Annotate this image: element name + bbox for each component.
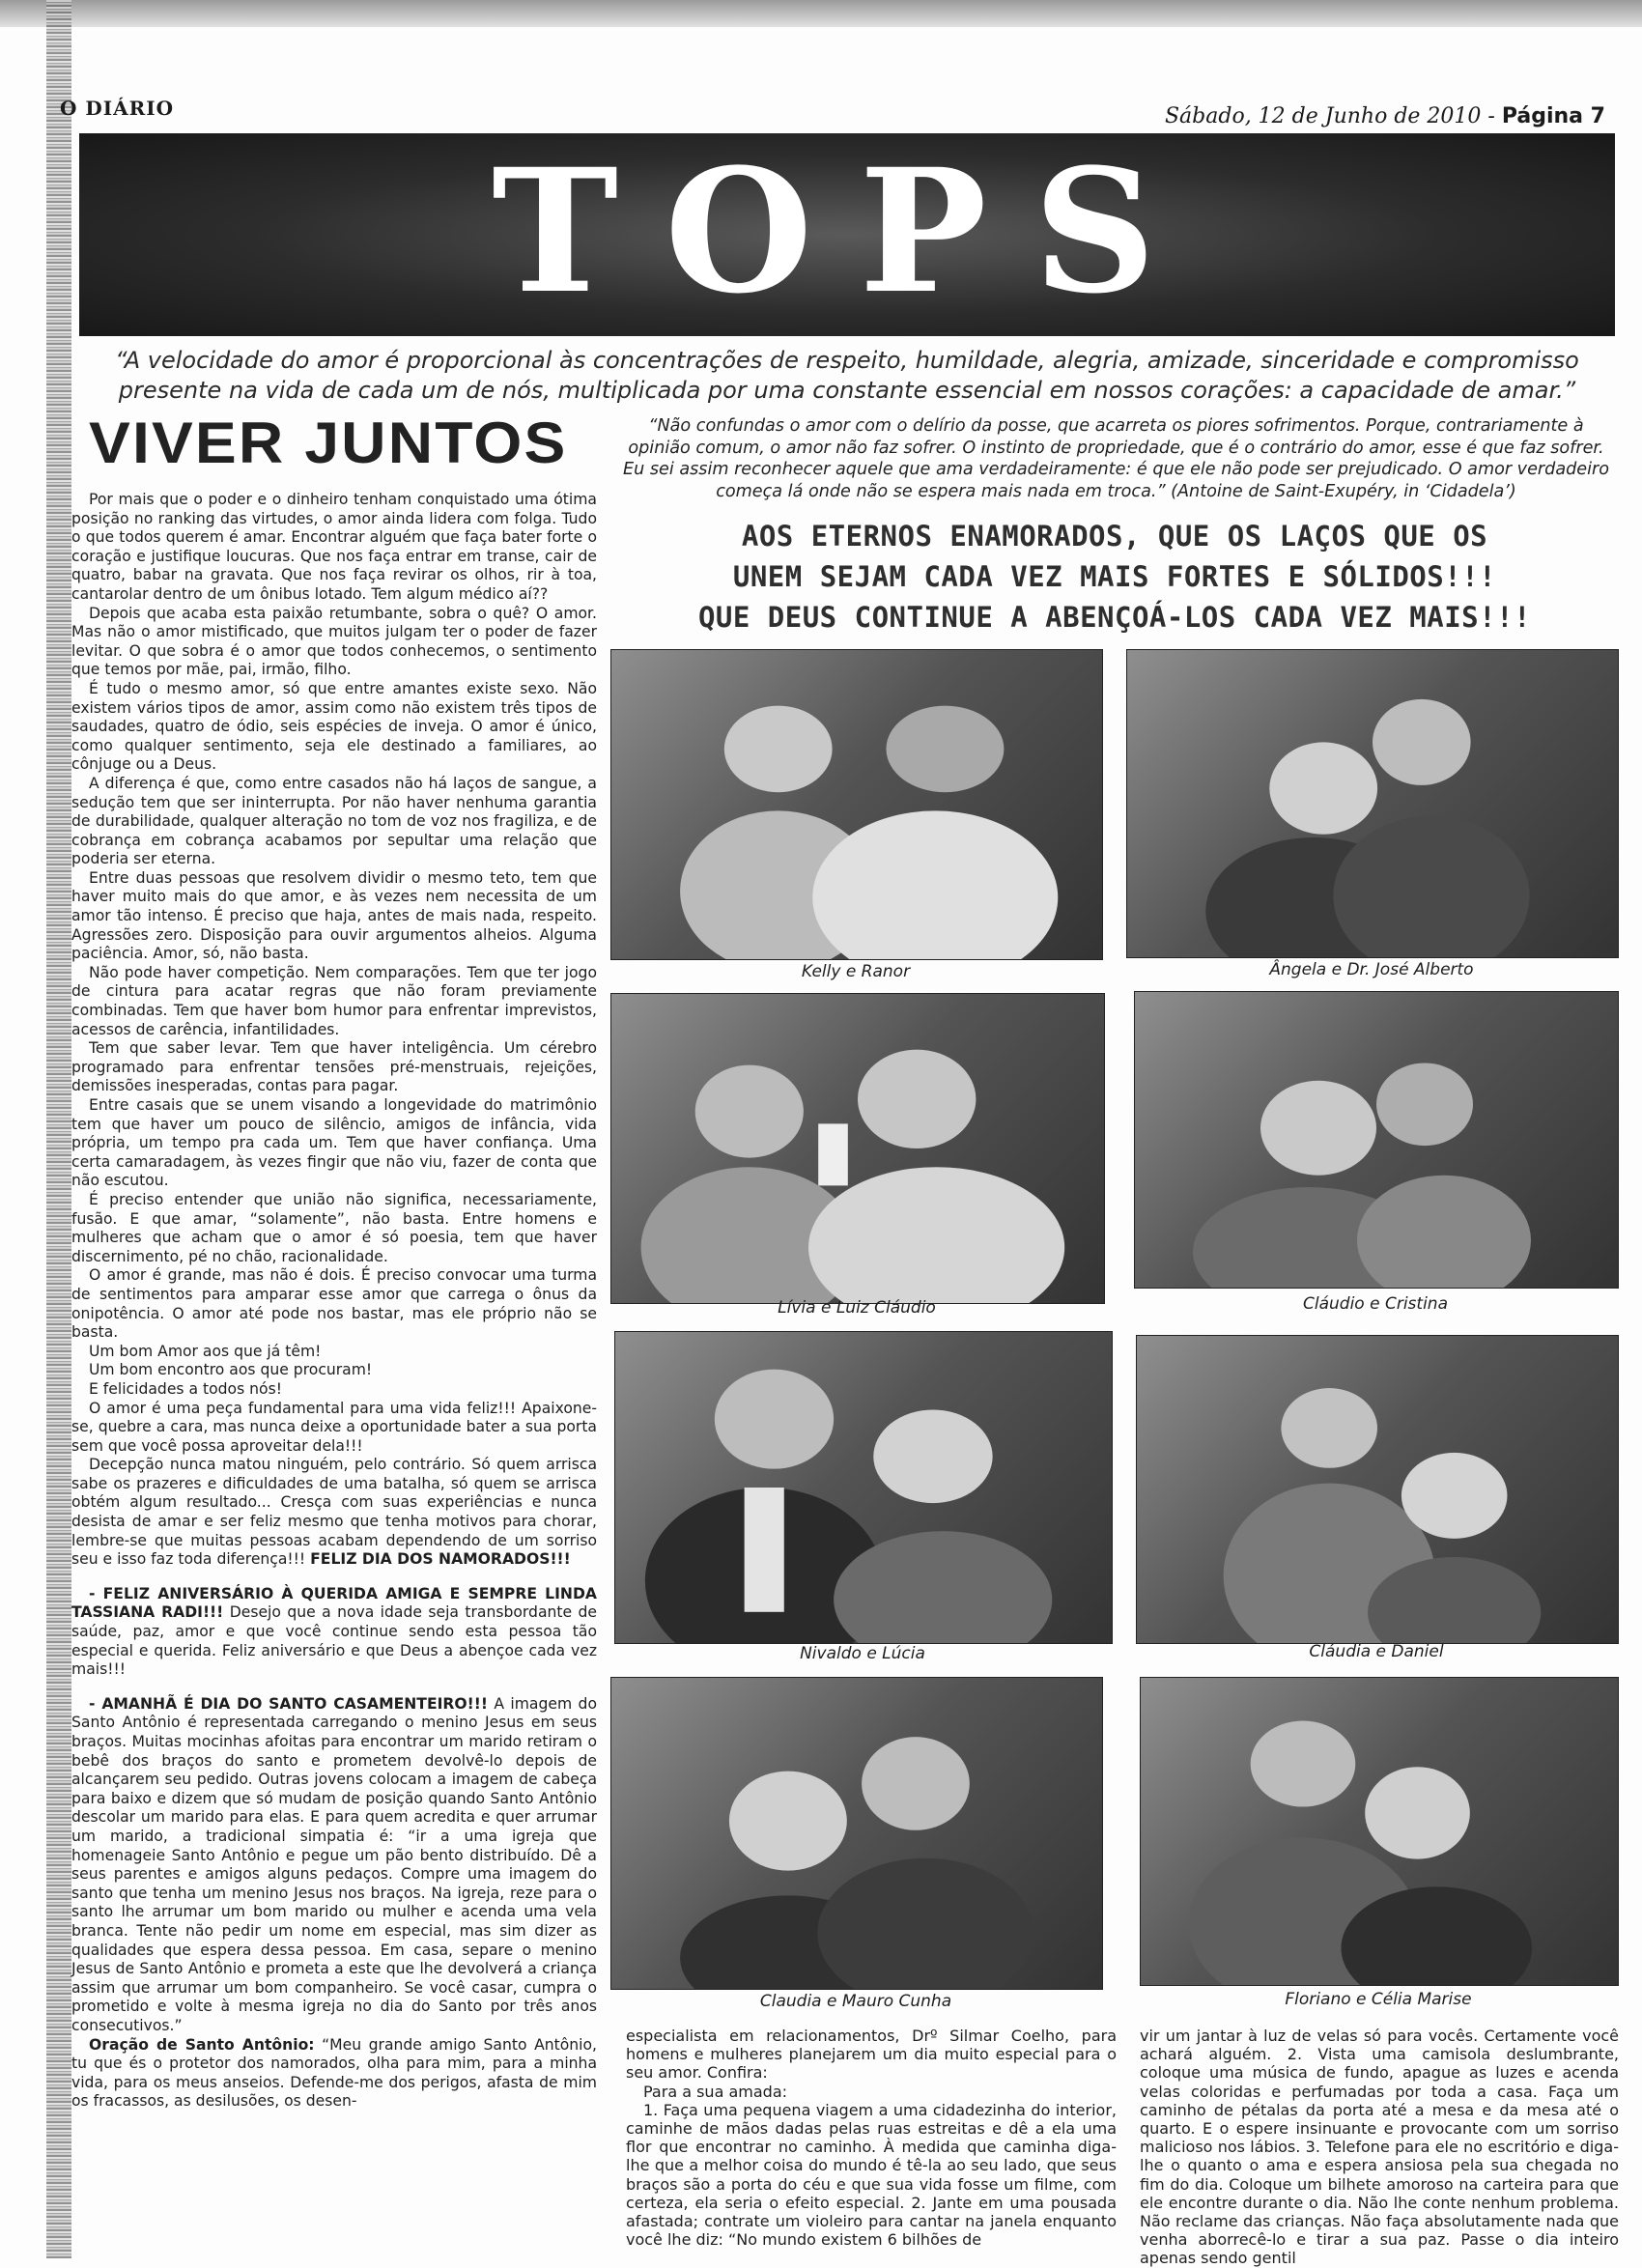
article-paragraph: Depois que acaba esta paixão retumbante, sobra o quê? O amor. Mas não o amor mistificado, que muitos julgam ter o poder de fazer levitar. O que sobra é o amor que todos conhecemos, o sentimento que temos por mãe, pai, irmão, filho. [71,604,597,679]
couple-photo [1134,991,1619,1289]
article-paragraph: É preciso entender que união não significa, necessariamente, fusão. E que amar, “solamente”, não basta. Entre homens e mulheres que acham que o amor é só poesia, tem que haver discernimento, pé no chão, racionalidade. [71,1190,597,1265]
couple-photo [1126,649,1619,958]
couple-photo [610,649,1103,960]
photo-caption: Cláudio e Cristina [1303,1294,1448,1314]
top-quote: “A velocidade do amor é proporcional às concentrações de respeito, humildade, alegria, amizade, sinceridade e compromisso presente na vida de cada um de nós, multiplicada por uma constante essencial em nossos corações: a capacidade de amar.” [115,347,1579,404]
birthday-heading: - FELIZ ANIVERSÁRIO À QUERIDA AMIGA E SEMPRE LINDA TASSIANA RADI!!! [71,1584,597,1622]
article-paragraph-last [71,1456,597,1570]
article-paragraph: A diferença é que, como entre casados não há laços de sangue, a sedução tem que ser ininterrupta. Por não haver nenhuma garantia de durabilidade, qualquer alteração no tom de voz nos fragiliza, e de cobrança em cobrança acabamos por sepultar uma relação que poderia ser eterna. [71,774,597,868]
oracao-note [71,2036,597,2112]
article-column [71,491,597,2112]
dateline [1165,104,1605,128]
scan-edge-shadow [46,0,71,2258]
photo-caption: Cláudia e Daniel [1309,1642,1444,1661]
article-paragraph: Entre duas pessoas que resolvem dividir o mesmo teto, tem que haver muito mais do que amor, e às vezes nem necessita de um amor tão intenso. É preciso que haja, antes de mais nada, respeito. Agressões zero. Disposição para ouvir argumentos alheios. Alguma paciência. Amor, só, não basta. [71,868,597,963]
article-paragraph: O amor é uma peça fundamental para uma vida feliz!!! Apaixone-se, quebre a cara, mas nunca deixe a oportunidade bater a sua porta sem que você possa aproveitar dela!!! [71,1399,597,1455]
article-paragraph: Tem que saber levar. Tem que haver inteligência. Um cérebro programado para enfrentar tensões pré-menstruais, rejeições, demissões inesperadas, contas para pagar. [71,1039,597,1095]
tips-text: 1. Faça uma pequena viagem a uma cidadezinha do interior, caminhe de mãos dadas pelas ruas estreitas e dê a ela uma flor que encontrar no caminho. À medida que caminha diga-lhe que a melhor coisa do mundo é tê-la ao seu lado, que seus braços são a porta do céu e que sua vida fosse um filme, com certeza, ela seria o efeito especial. 2. Jante em uma pousada afastada; contrate um violeiro para cantar na janela enquanto você lhe diz: “No mundo existem 6 bilhões de [626,2100,1117,2250]
couple-photo [614,1331,1113,1644]
article-paragraph: E felicidades a todos nós! [89,1379,282,1398]
santo-heading: - AMANHÃ É DIA DO SANTO CASAMENTEIRO!!! [89,1694,488,1713]
article-headline: VIVER JUNTOS [89,411,568,475]
photo-caption: Lívia e Luiz Cláudio [778,1298,936,1318]
dedication-line: QUE DEUS CONTINUE A ABENÇOÁ-LOS CADA VEZ MAIS!!! [697,601,1532,634]
couple-photo [610,993,1105,1304]
date-text: Sábado, 12 de Junho de 2010 - [1164,104,1502,128]
couple-photo [610,1677,1103,1990]
oracao-text: “Meu grande amigo Santo Antônio, tu que és o protetor dos namorados, olha para mim, para a minha vida, para os meus anseios. Defende-me dos perigos, afasta de mim os fracassos, as desilusões, os desen- [71,2035,597,2111]
photo-caption: Claudia e Mauro Cunha [759,1992,952,2011]
article-paragraph: Um bom Amor aos que já têm! [89,1342,322,1360]
dedication-message [609,516,1621,638]
photo-caption: Kelly e Ranor [801,962,911,981]
santo-note [71,1695,597,2036]
oracao-heading: Oração de Santo Antônio: [89,2035,315,2054]
tips-intro: especialista em relacionamentos, Drº Silmar Coelho, para homens e mulheres planejarem um dia muito especial para o seu amor. Confira: [626,2027,1117,2083]
couple-photo [1140,1677,1619,1986]
page-number: Página 7 [1501,104,1605,128]
article-paragraph: É tudo o mesmo amor, só que entre amantes existe sexo. Não existem vários tipos de amor, assim como não existem três tipos de saudades, quatro de ódio, seis espécies de inveja. O amor é único, como qualquer sentimento, seja ele destinado a familiares, ao cônjuge ou a Deus. [71,679,597,774]
tips-subheading: Para a sua amada: [643,2082,788,2101]
tips-text: vir um jantar à luz de velas só para vocês. Certamente você achará alguém. 2. Vista uma camisola deslumbrante, coloque uma música de fundo, apague as luzes e acenda velas coloridas e perfumadas por toda a casa. Faça um caminho de pétalas da porta até a mesa e da mesa até o quarto. E o espere insinuante e provocante com um sorriso malicioso nos lábios. 3. Telefone para ele no escritório e diga-lhe o quanto o ama e espera ansiosa pela sua chegada no fim do dia. Coloque um bilhete amoroso na carteira para que ele encontre durante o dia. Não lhe conte nenhum problema. Não reclame das crianças. Não faça absolutamente nada que venha aborrecê-lo e tirar a sua paz. Passe o dia inteiro apenas sendo gentil [1140,2027,1619,2268]
article-paragraph: Por mais que o poder e o dinheiro tenham conquistado uma ótima posição no ranking das virtudes, o amor ainda lidera com folga. Tudo o que todos querem é amar. Encontrar alguém que faça bater forte o coração e justifique loucuras. Que nos faça entrar em transe, cair de quatro, babar na gravata. Que nos faça revirar os olhos, rir à toa, cantarolar dentro de um ônibus lotado. Tem algum médico aí?? [71,491,597,603]
article-paragraph: Entre casais que se unem visando a longevidade do matrimônio tem que haver um pouco de silêncio, amigos de infância, vida própria, um tempo pra cada um. Tem que haver confiança. Uma certa camaradagem, às vezes fingir que não viu, fazer de conta que não escutou. [71,1096,597,1190]
newspaper-logo: O DIÁRIO [60,97,174,120]
birthday-note [71,1585,597,1680]
scan-top-shadow [0,0,1642,27]
saint-exupery-quote: “Não confundas o amor com o delírio da posse, que acarreta os piores sofrimentos. Porque, contrariamente à opinião comum, o amor não faz sofrer. O instinto de propriedade, que é o contrário do amor, esse é que faz sofrer. Eu sei assim reconhecer aquele que ama verdadeiramente: é que ele não pode ser prejudicado. O amor verdadeiro começa lá onde não se espera mais nada em troca.” (Antoine de Saint-Exupéry, in ‘Cidadela’) [623,416,1609,501]
tips-column-middle [626,2027,1117,2249]
birthday-text: Desejo que a nova idade seja transbordante de saúde, paz, amor e que você continue sendo esta pessoa tão especial e querida. Feliz aniversário e que Deus a abençoe cada vez mais!!! [71,1603,597,1679]
couple-photo [1136,1335,1619,1644]
article-paragraph: Um bom encontro aos que procuram! [89,1361,373,1379]
santo-text: A imagem do Santo Antônio é representada carregando o menino Jesus em seus braços. Muitas mocinhas afoitas para encontrar um marido retiram o bebê dos braços do santo e prometem devolvê-lo depois de alcançarem seu pedido. Outras jovens colocam a imagem de cabeça para baixo e dizem que só mudam de posição quando Santo Antônio descolar um marido para elas. E para quem acredita e quer arrumar um marido, a tradicional simpatia é: “ir a uma igreja que homenageie Santo Antônio e pegue um pão bento distribuído. Dê a seus parentes e amigos alguns pedaços. Compre uma imagem do santo que tenha um menino Jesus nos braços. Na igreja, reze para o santo lhe arrumar um bom marido ou mulher e acenda uma vela branca. Tente não pedir um nome em especial, mas sim dizer as qualidades que espera dessa pessoa. Em casa, separe o menino Jesus de Santo Antônio e prometa a este que lhe devolverá a criança assim que arrumar um bom companheiro. Se você casar, cumpra o prometido e volte à mesma igreja no dia do Santo por três anos consecutivos.” [71,1694,597,2034]
dedication-line: AOS ETERNOS ENAMORADOS, QUE OS LAÇOS QUE OS [741,520,1488,553]
dedication-line: UNEM SEJAM CADA VEZ MAIS FORTES E SÓLIDOS!!! [732,560,1497,593]
banner-title: TOPS [492,131,1203,331]
article-paragraph: Não pode haver competição. Nem comparações. Tem que ter jogo de cintura para acatar regras que não foram previamente combinadas. Tem que haver bom humor para enfrentar imprevistos, acessos de carência, infantilidades. [71,963,597,1038]
tips-column-right [1140,2027,1619,2268]
article-paragraph: O amor é grande, mas não é dois. É preciso convocar uma turma de sentimentos para amparar esse amor que carrega o ônus da onipotência. O amor até pode nos bastar, mas ele próprio não se basta. [71,1266,597,1342]
article-paragraph-text: Decepção nunca matou ninguém, pelo contrário. Só quem arrisca sabe os prazeres e dificuldades de uma batalha, só quem se arrisca obtém algum resultado... Cresça com suas experiências e nunca desista de amar e ser feliz mesmo que tenha motivos para chorar, lembre-se que muitas pessoas acabam dependendo de um sorriso seu e isso faz toda diferença!!! [71,1456,597,1569]
photo-caption: Floriano e Célia Marise [1285,1990,1472,2009]
tops-banner [79,133,1615,336]
namorados-greeting: FELIZ DIA DOS NAMORADOS!!! [310,1550,571,1569]
photo-caption: Ângela e Dr. José Alberto [1269,960,1474,979]
photo-caption: Nivaldo e Lúcia [800,1644,925,1663]
